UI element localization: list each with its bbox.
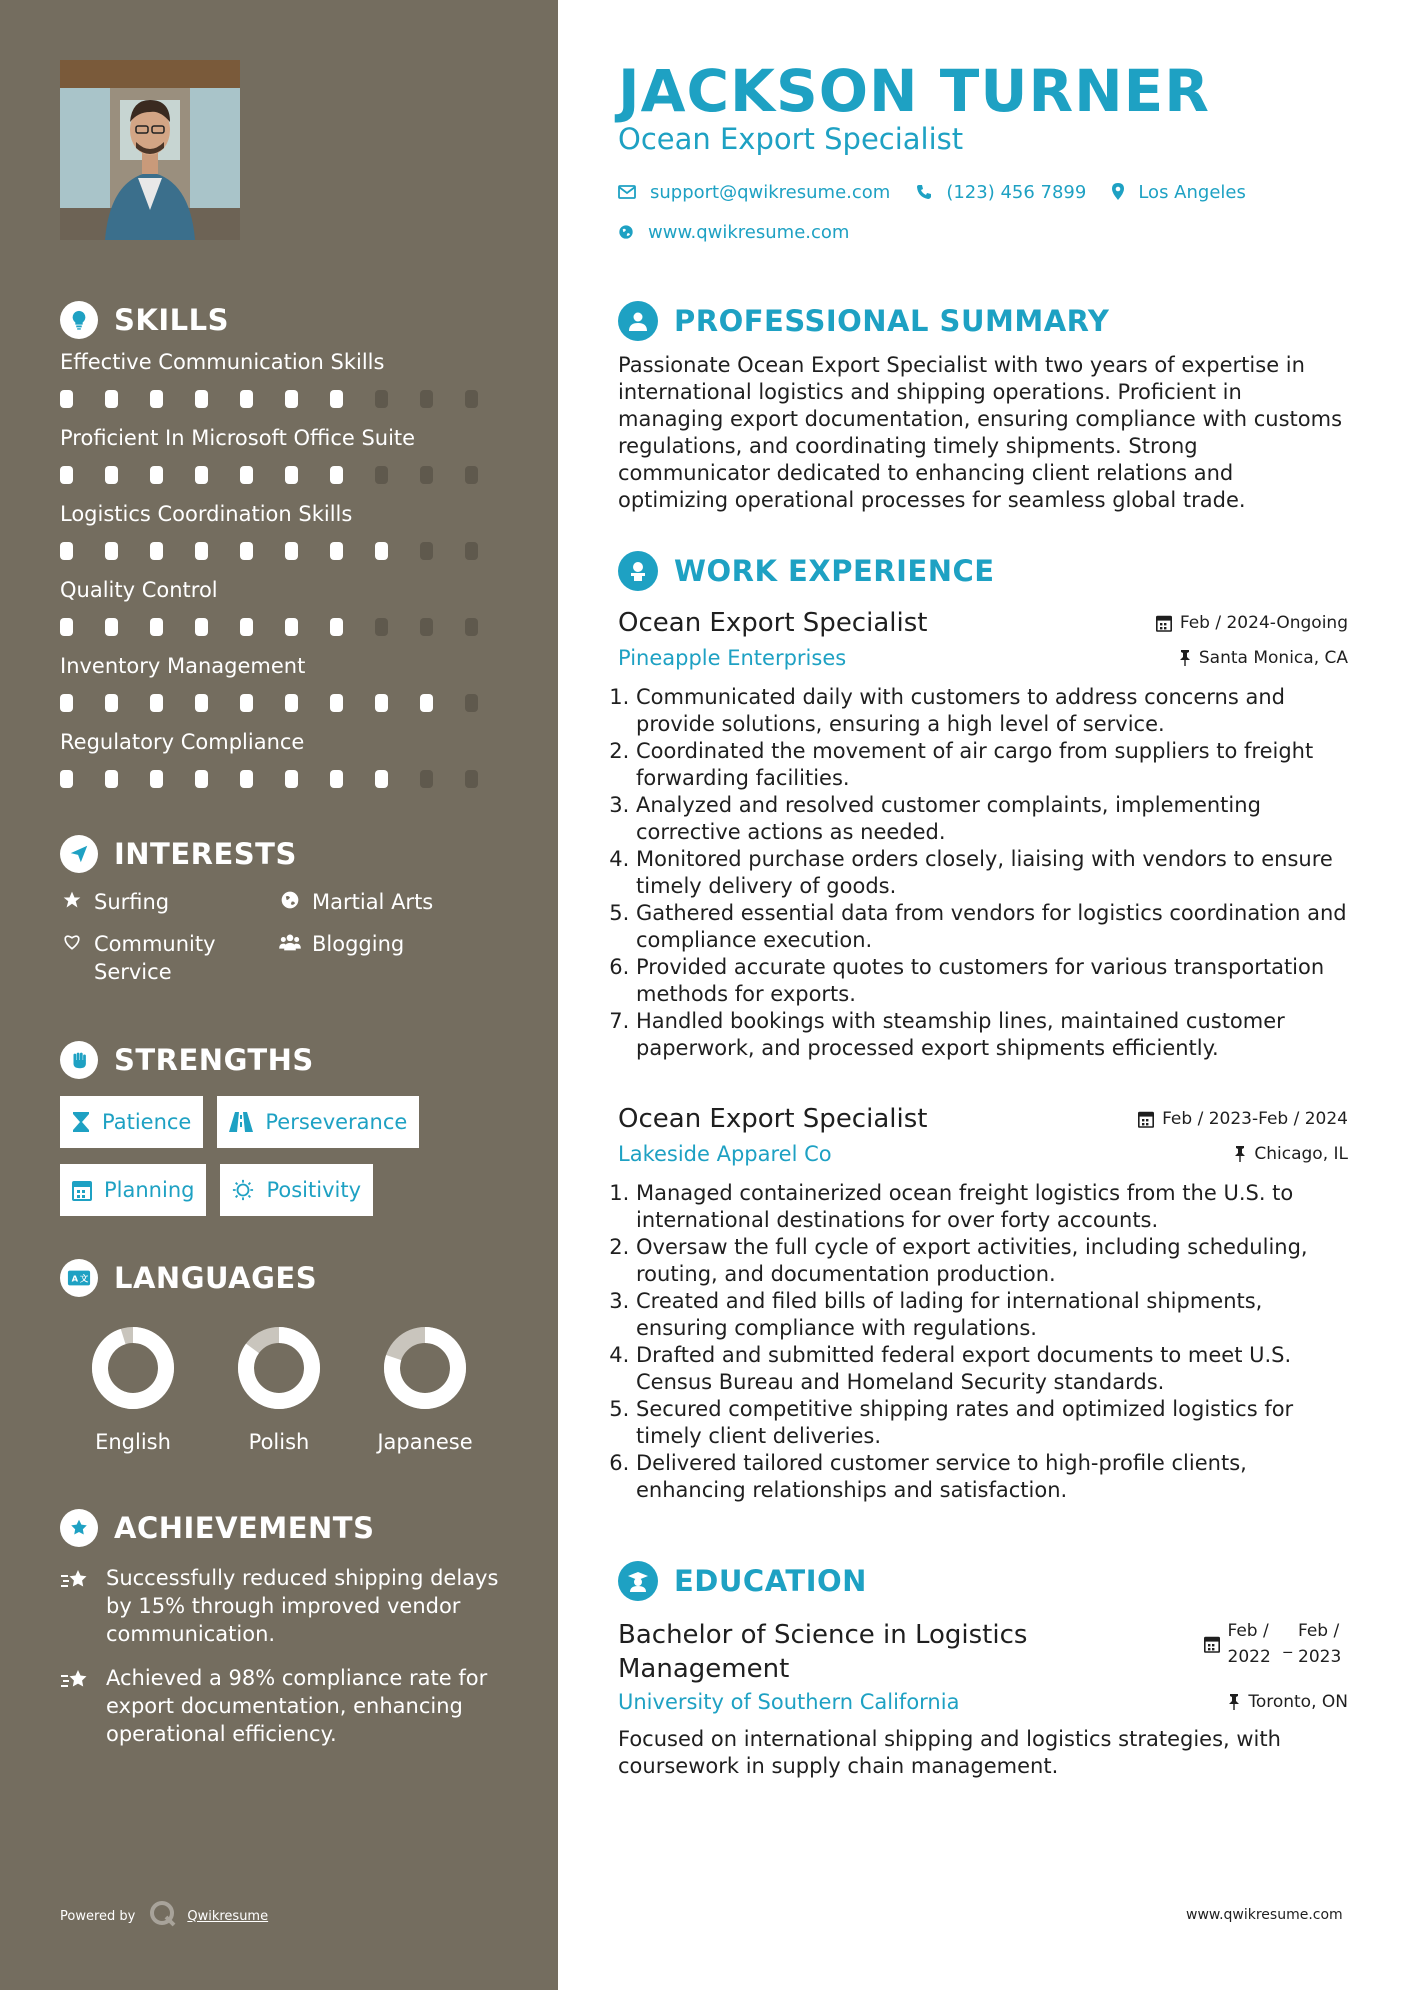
skill-dot bbox=[420, 770, 433, 788]
language-icon bbox=[60, 1259, 98, 1297]
skill-dot bbox=[330, 694, 343, 712]
skill-dot bbox=[330, 390, 343, 408]
skill-dot bbox=[105, 466, 118, 484]
skill-dot bbox=[60, 618, 73, 636]
duty-item: 2. Coordinated the movement of air cargo from suppliers to freight forwarding facilities. bbox=[636, 738, 1348, 792]
skill-name: Logistics Coordination Skills bbox=[60, 502, 353, 526]
pushpin-icon bbox=[1179, 650, 1191, 666]
email-contact[interactable]: support@qwikresume.com bbox=[618, 182, 890, 203]
star-burst-icon bbox=[60, 1564, 94, 1596]
duty-item: 6. Delivered tailored customer service to high-profile clients, enhancing relationships and satisfaction. bbox=[636, 1450, 1348, 1504]
qwikresume-logo-icon bbox=[149, 1900, 177, 1932]
skill-dot bbox=[330, 466, 343, 484]
interest-item: Surfing bbox=[60, 888, 278, 916]
skills-section bbox=[60, 300, 510, 788]
lightbulb-icon bbox=[60, 301, 98, 339]
skill-name: Inventory Management bbox=[60, 654, 306, 678]
company-name: Lakeside Apparel Co bbox=[618, 1142, 832, 1166]
sun-icon bbox=[232, 1179, 254, 1201]
skill-dot bbox=[330, 542, 343, 560]
language-name: Polish bbox=[248, 1430, 310, 1454]
languages-section bbox=[60, 1258, 510, 1454]
skill-dot bbox=[105, 542, 118, 560]
fist-icon bbox=[60, 1041, 98, 1079]
interests-section bbox=[60, 834, 510, 986]
duty-item: 6. Provided accurate quotes to customers for various transportation methods for exports. bbox=[636, 954, 1348, 1008]
svg-text:文: 文 bbox=[79, 1273, 89, 1284]
job-entry bbox=[618, 1104, 1348, 1504]
skill-dot bbox=[420, 390, 433, 408]
summary-text: Passionate Ocean Export Specialist with two years of expertise in international logistics and shipping operations. Proficient in managing export documentation, ensuring compliance with customs regulations, and coordinating timely shipments. Strong communicator dedicated to enhancing client relations and optimizing operational processes for seamless global trade. bbox=[618, 353, 1343, 512]
skill-rating bbox=[60, 618, 510, 636]
achievements-section bbox=[60, 1508, 510, 1748]
skill-rating bbox=[60, 466, 510, 484]
strength-tag: Positivity bbox=[220, 1164, 373, 1216]
language-donut bbox=[383, 1326, 467, 1410]
duty-item: 1. Managed containerized ocean freight logistics from the U.S. to international destinations for over forty accounts. bbox=[636, 1180, 1348, 1234]
skill-dot bbox=[195, 466, 208, 484]
skill-dot bbox=[285, 542, 298, 560]
profile-photo bbox=[60, 60, 240, 240]
skill-name: Effective Communication Skills bbox=[60, 350, 385, 374]
interest-item: Community Service bbox=[60, 930, 278, 986]
strengths-section bbox=[60, 1040, 510, 1232]
duty-item: 5. Gathered essential data from vendors for logistics coordination and compliance execution. bbox=[636, 900, 1348, 954]
sidebar bbox=[0, 0, 558, 1990]
language-name: Japanese bbox=[377, 1430, 473, 1454]
calendar-icon bbox=[72, 1179, 92, 1201]
skill-dot bbox=[375, 466, 388, 484]
globe-icon bbox=[278, 888, 302, 910]
skill-dot bbox=[375, 542, 388, 560]
skill-dot bbox=[375, 390, 388, 408]
education-section: EDUCATION Bachelor of Science in Logistics Management Feb / 2022 _ Feb / 2023 University of Southern California Toronto, ON Focused on international shipping and logistics strategies, with coursework in supply chain management. bbox=[618, 1560, 1348, 1780]
heart-icon bbox=[60, 930, 84, 952]
duty-item: 3. Created and filed bills of lading for international shipments, ensuring compliance with regulations. bbox=[636, 1288, 1348, 1342]
contact-info bbox=[618, 178, 1378, 258]
duty-list bbox=[618, 1180, 1348, 1504]
pushpin-icon bbox=[1234, 1146, 1246, 1162]
summary-title: PROFESSIONAL SUMMARY bbox=[674, 304, 1110, 338]
duty-item: 7. Handled bookings with steamship lines, maintained customer paperwork, and processed export shipments efficiently. bbox=[636, 1008, 1348, 1062]
skill-dot bbox=[465, 466, 478, 484]
company-name: Pineapple Enterprises bbox=[618, 646, 847, 670]
skill-rating bbox=[60, 694, 510, 712]
skill-dot bbox=[240, 466, 253, 484]
phone-contact[interactable]: (123) 456 7899 bbox=[916, 182, 1086, 203]
skill-rating bbox=[60, 390, 510, 408]
skill-item bbox=[60, 500, 510, 560]
achievement-item: Achieved a 98% compliance rate for export documentation, enhancing operational efficiency. bbox=[60, 1664, 510, 1748]
interest-item: Blogging bbox=[278, 930, 496, 986]
job-title: Ocean Export Specialist bbox=[618, 608, 928, 638]
skill-dot bbox=[465, 618, 478, 636]
skill-dot bbox=[240, 770, 253, 788]
footer-website[interactable]: www.qwikresume.com bbox=[1186, 1907, 1343, 1923]
calendar-icon bbox=[1138, 1110, 1154, 1128]
experience-title: WORK EXPERIENCE bbox=[674, 554, 995, 588]
skill-dot bbox=[420, 466, 433, 484]
skill-dot bbox=[195, 618, 208, 636]
envelope-icon bbox=[618, 185, 636, 199]
skill-name: Regulatory Compliance bbox=[60, 730, 305, 754]
duty-item: 5. Secured competitive shipping rates and optimized logistics for timely client deliveries. bbox=[636, 1396, 1348, 1450]
strengths-title: STRENGTHS bbox=[114, 1043, 314, 1077]
star-burst-icon bbox=[60, 1664, 94, 1696]
skill-dot bbox=[375, 618, 388, 636]
candidate-name: JACKSON TURNER bbox=[618, 57, 1210, 125]
map-pin-icon bbox=[1112, 183, 1124, 201]
education-end: Feb / 2023 bbox=[1298, 1621, 1342, 1667]
skill-item bbox=[60, 728, 510, 788]
hourglass-icon bbox=[72, 1111, 90, 1133]
website-contact[interactable]: www.qwikresume.com bbox=[618, 222, 849, 243]
skill-dot bbox=[420, 694, 433, 712]
skill-item bbox=[60, 652, 510, 712]
school-name: University of Southern California bbox=[618, 1690, 960, 1714]
phone-icon bbox=[916, 184, 932, 200]
summary-section bbox=[618, 300, 1348, 514]
degree-title: Bachelor of Science in Logistics Management bbox=[618, 1620, 1028, 1684]
strength-tag: Perseverance bbox=[217, 1096, 419, 1148]
skill-dot bbox=[465, 694, 478, 712]
skill-dot bbox=[375, 694, 388, 712]
skill-dot bbox=[195, 390, 208, 408]
pushpin-icon bbox=[1228, 1694, 1240, 1710]
skill-dot bbox=[105, 390, 118, 408]
skill-dot bbox=[330, 770, 343, 788]
interest-item: Martial Arts bbox=[278, 888, 496, 916]
strength-tag: Patience bbox=[60, 1096, 203, 1148]
powered-by: Powered by Qwikresume bbox=[60, 1900, 268, 1932]
language-item bbox=[206, 1326, 352, 1454]
interests-title: INTERESTS bbox=[114, 837, 297, 871]
skill-dot bbox=[465, 390, 478, 408]
users-icon bbox=[278, 930, 302, 952]
achievement-item: Successfully reduced shipping delays by 15% through improved vendor communication. bbox=[60, 1564, 510, 1648]
skill-dot bbox=[195, 694, 208, 712]
language-donut bbox=[237, 1326, 321, 1410]
skill-dot bbox=[465, 770, 478, 788]
skills-title: SKILLS bbox=[114, 303, 229, 337]
skill-dot bbox=[60, 466, 73, 484]
globe-icon bbox=[618, 224, 634, 240]
job-entry bbox=[618, 608, 1348, 1062]
skill-dot bbox=[285, 618, 298, 636]
experience-section bbox=[618, 550, 1348, 1504]
skill-dot bbox=[285, 466, 298, 484]
language-donut bbox=[91, 1326, 175, 1410]
job-location: Santa Monica, CA bbox=[1198, 648, 1348, 668]
candidate-role: Ocean Export Specialist bbox=[618, 122, 964, 156]
skill-dot bbox=[240, 618, 253, 636]
briefcase-icon bbox=[618, 551, 658, 591]
skill-dot bbox=[285, 694, 298, 712]
job-title: Ocean Export Specialist bbox=[618, 1104, 928, 1134]
job-dates: Feb / 2024-Ongoing bbox=[1179, 613, 1348, 633]
skill-dot bbox=[420, 542, 433, 560]
road-icon bbox=[229, 1112, 253, 1132]
skill-name: Proficient In Microsoft Office Suite bbox=[60, 426, 416, 450]
skill-dot bbox=[330, 618, 343, 636]
paper-plane-icon bbox=[60, 835, 98, 873]
skill-dot bbox=[465, 542, 478, 560]
svg-text:A: A bbox=[71, 1273, 79, 1284]
skill-dot bbox=[375, 770, 388, 788]
education-title: EDUCATION bbox=[674, 1564, 867, 1598]
duty-item: 1. Communicated daily with customers to address concerns and provide solutions, ensuring a high level of service. bbox=[636, 684, 1348, 738]
skill-dot bbox=[150, 390, 163, 408]
skill-dot bbox=[150, 542, 163, 560]
user-icon bbox=[618, 301, 658, 341]
skill-item bbox=[60, 576, 510, 636]
location-contact: Los Angeles bbox=[1112, 182, 1246, 203]
skill-name: Quality Control bbox=[60, 578, 218, 602]
duty-item: 4. Monitored purchase orders closely, liaising with vendors to ensure timely delivery of goods. bbox=[636, 846, 1348, 900]
skill-dot bbox=[150, 466, 163, 484]
skill-dot bbox=[60, 694, 73, 712]
language-item bbox=[60, 1326, 206, 1454]
skill-dot bbox=[240, 542, 253, 560]
strength-tag: Planning bbox=[60, 1164, 206, 1216]
trophy-icon bbox=[60, 1509, 98, 1547]
skill-dot bbox=[285, 770, 298, 788]
graduate-icon bbox=[618, 1561, 658, 1601]
skill-dot bbox=[150, 694, 163, 712]
duty-item: 4. Drafted and submitted federal export documents to meet U.S. Census Bureau and Homeland Security standards. bbox=[636, 1342, 1348, 1396]
language-fill bbox=[100, 1335, 166, 1401]
skill-dot bbox=[240, 694, 253, 712]
duty-item: 2. Oversaw the full cycle of export activities, including scheduling, routing, and documentation production. bbox=[636, 1234, 1348, 1288]
duty-list bbox=[618, 684, 1348, 1062]
skill-dot bbox=[195, 542, 208, 560]
calendar-icon bbox=[1156, 614, 1172, 632]
skill-dot bbox=[420, 618, 433, 636]
language-item bbox=[352, 1326, 498, 1454]
skill-dot bbox=[240, 390, 253, 408]
skill-item bbox=[60, 348, 510, 408]
skill-dot bbox=[150, 618, 163, 636]
skill-rating bbox=[60, 770, 510, 788]
skill-dot bbox=[60, 770, 73, 788]
languages-title: LANGUAGES bbox=[114, 1261, 318, 1295]
calendar-icon bbox=[1204, 1635, 1220, 1653]
skill-rating bbox=[60, 542, 510, 560]
education-start: Feb / 2022 bbox=[1227, 1621, 1271, 1667]
skill-dot bbox=[60, 542, 73, 560]
skill-dot bbox=[195, 770, 208, 788]
achievements-title: ACHIEVEMENTS bbox=[114, 1511, 375, 1545]
qwikresume-link[interactable]: Qwikresume bbox=[187, 1908, 269, 1924]
skill-dot bbox=[105, 694, 118, 712]
skill-dot bbox=[150, 770, 163, 788]
skill-dot bbox=[105, 618, 118, 636]
job-dates: Feb / 2023-Feb / 2024 bbox=[1162, 1109, 1348, 1129]
star-icon bbox=[60, 888, 84, 910]
skill-item bbox=[60, 424, 510, 484]
skill-dot bbox=[105, 770, 118, 788]
duty-item: 3. Analyzed and resolved customer complaints, implementing corrective actions as needed. bbox=[636, 792, 1348, 846]
language-name: English bbox=[95, 1430, 171, 1454]
skill-dot bbox=[60, 390, 73, 408]
job-location: Chicago, IL bbox=[1254, 1144, 1348, 1164]
education-description: Focused on international shipping and logistics strategies, with coursework in supply chain management. bbox=[618, 1727, 1281, 1778]
skill-dot bbox=[285, 390, 298, 408]
